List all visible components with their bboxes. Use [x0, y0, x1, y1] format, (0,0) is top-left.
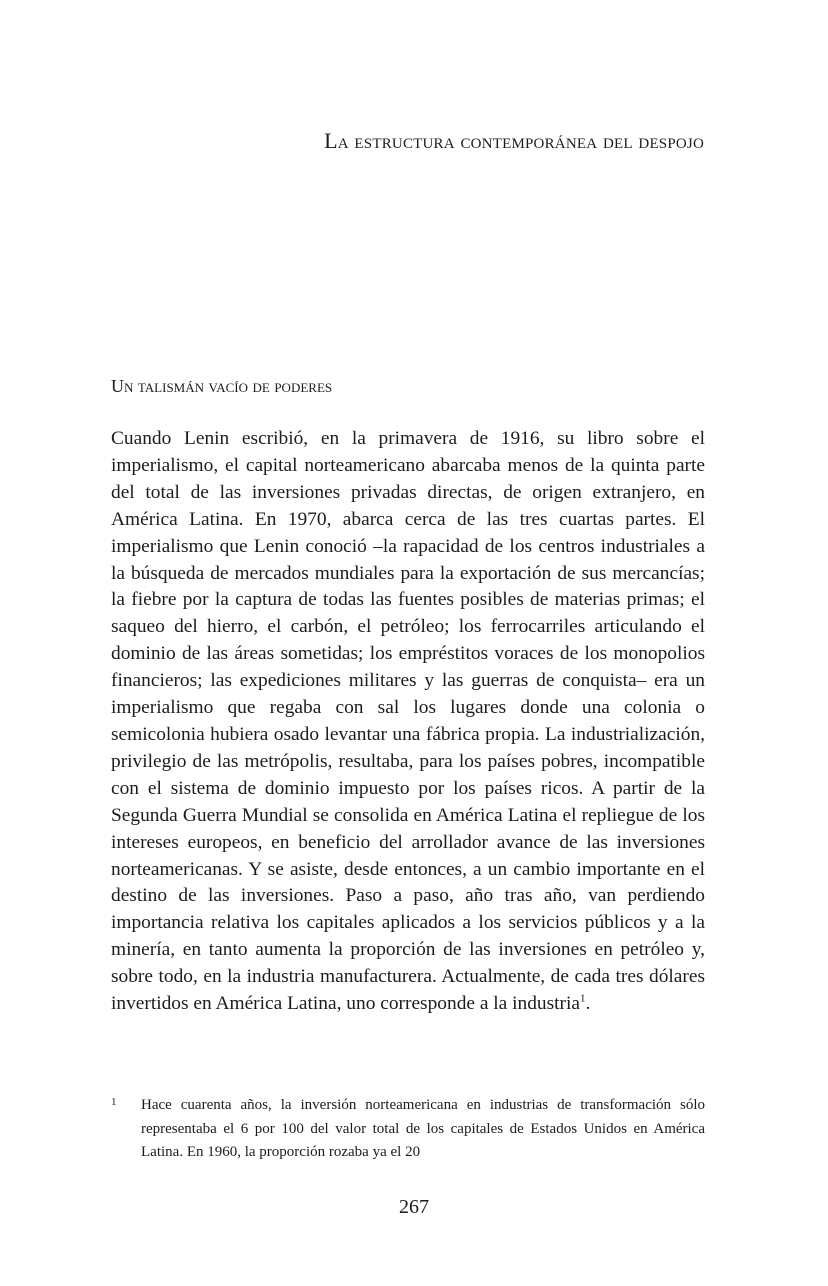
body-paragraph-text: Cuando Lenin escribió, en la primavera de 1916, su libro sobre el imperialismo, el capital norteamericano abarcaba menos de la quinta parte del total de las inversiones privadas directas, de origen extranjero, en América Latina. En 1970, abarca cerca de las tres cuartas partes. El imperialismo que Lenin conoció –la rapacidad de los centros industriales a la búsqueda de mercados mundiales para la exportación de sus mercancías; la fiebre por la captura de todas las fuentes posibles de materias primas; el saqueo del hierro, el carbón, el petróleo; los ferrocarriles articulando el dominio de las áreas sometidas; los empréstitos voraces de los monopolios financieros; las expediciones militares y las guerras de conquista– era un imperialismo que regaba con sal los lugares donde una colonia o semicolonia hubiera osado levantar una fábrica propia. La industrialización, privilegio de las metrópolis, resultaba, para los países pobres, incompatible con el sistema de dominio impuesto por los países ricos. A partir de la Segunda Guerra Mundial se consolida en América Latina el repliegue de los intereses europeos, en beneficio del arrollador avance de las inversiones norteamericanas. Y se asiste, desde entonces, a un cambio importante en el destino de las inversiones. Paso a paso, año tras año, van perdiendo importancia relativa los capitales aplicados a los servicios públicos y a la minería, en tanto aumenta la proporción de las inversiones en petróleo y, sobre todo, en la industria manufacturera. Actualmente, de cada tres dólares invertidos en América Latina, uno corresponde a la industria [111, 428, 705, 1015]
body-paragraph-end: . [585, 993, 591, 1015]
footnote-number: 1 [111, 1096, 117, 1108]
footnote-text: Hace cuarenta años, la inversión norteamericana en industrias de transformación sólo representaba el 6 por 100 del valor total de los capitales de Estados Unidos en América Latina. En 1960, la proporción rozaba ya el 20 [141, 1097, 705, 1160]
body-paragraph [111, 426, 705, 1018]
page-number: 267 [399, 1196, 429, 1218]
footnote-reference[interactable]: 1 [580, 992, 586, 1005]
section-title: Un talismán vacío de poderes [111, 376, 333, 396]
footnote [111, 1094, 705, 1165]
running-head: La estructura contemporánea del despojo [324, 128, 704, 153]
